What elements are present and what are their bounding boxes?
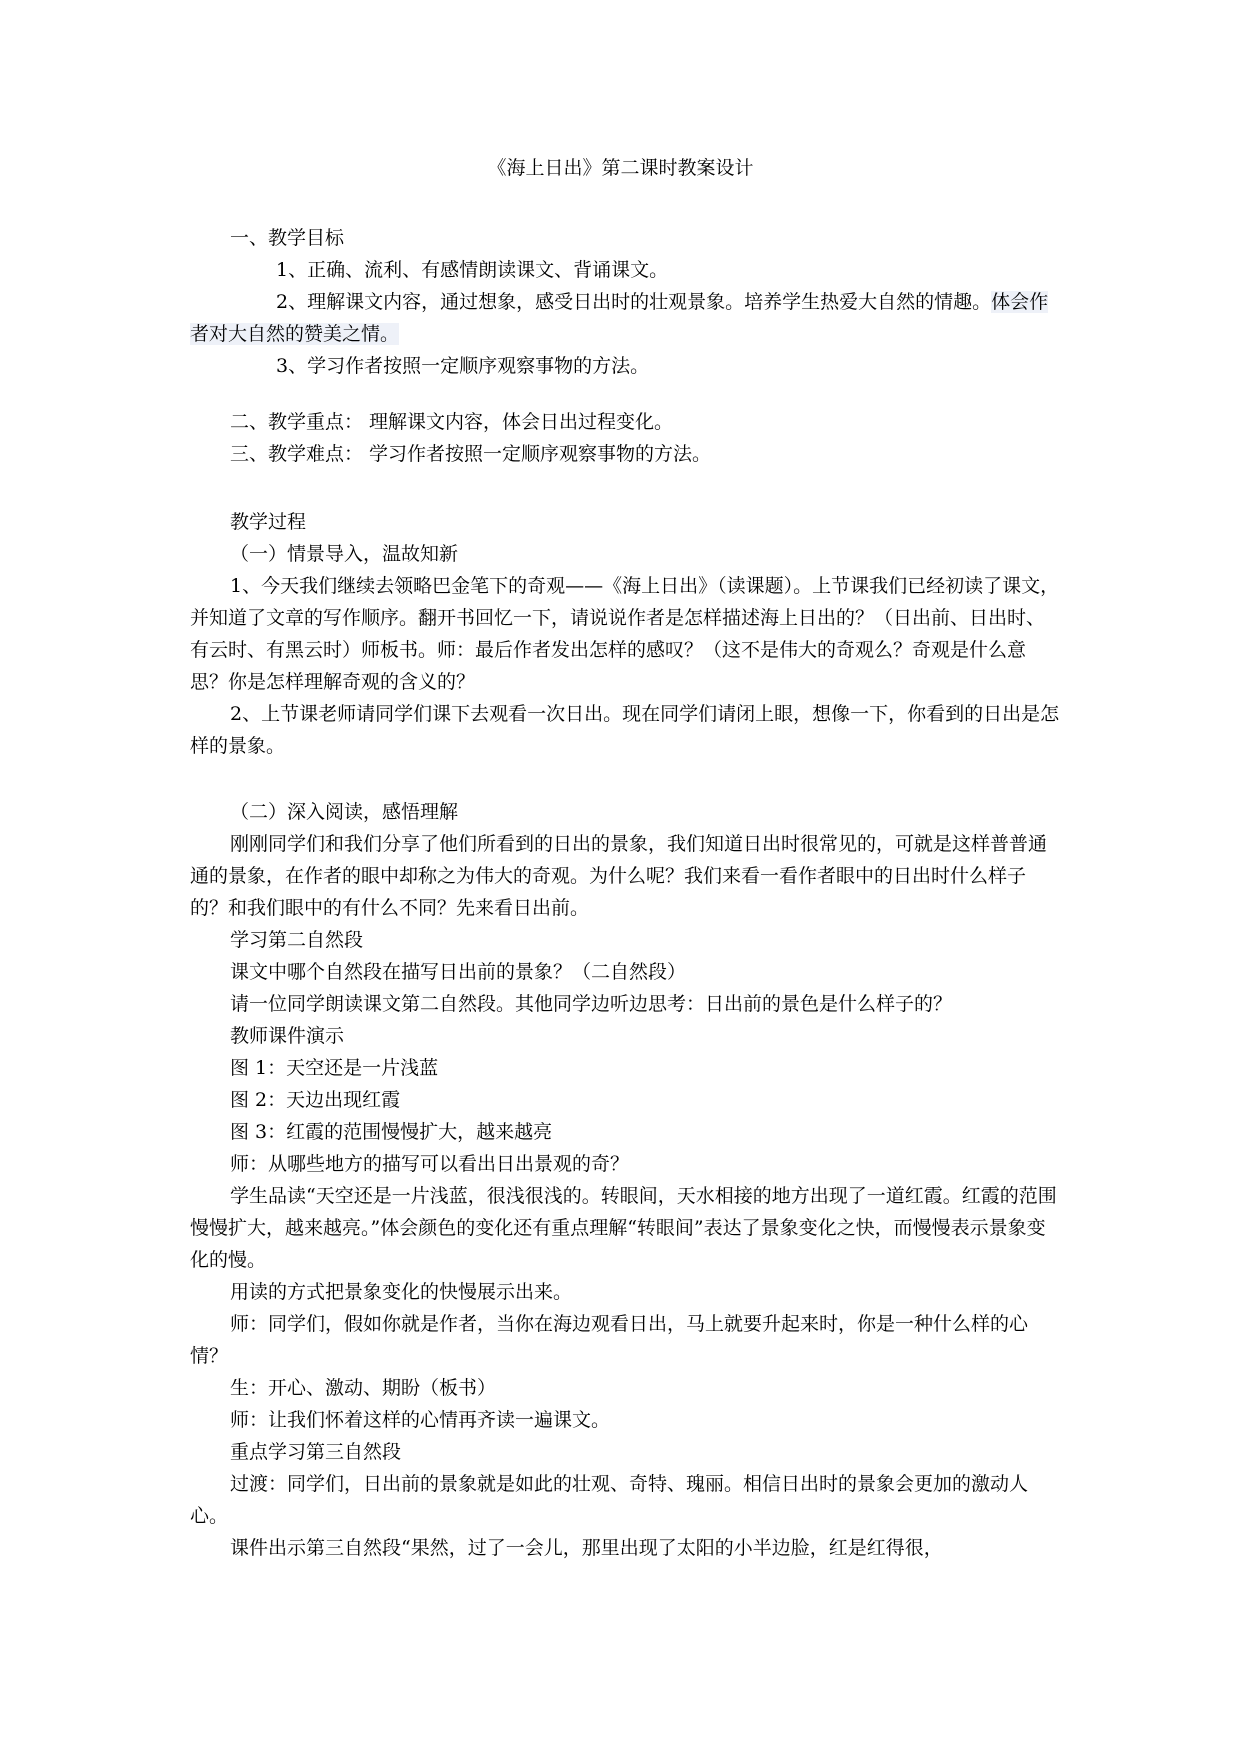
goal-3: 3、学习作者按照一定顺序观察事物的方法。	[276, 355, 650, 377]
paragraph: 过渡：同学们，日出前的景象就是如此的壮观、奇特、瑰丽。相信日出时的景象会更加的激动人心。	[190, 1473, 1029, 1527]
paragraph: 用读的方式把景象变化的快慢展示出来。	[230, 1281, 573, 1303]
paragraph: 师：让我们怀着这样的心情再齐读一遍课文。	[230, 1409, 611, 1431]
paragraph: 师：从哪些地方的描写可以看出日出景观的奇？	[230, 1153, 630, 1175]
process-part-1	[190, 506, 1060, 762]
goals-heading: 一、教学目标	[230, 227, 345, 249]
paragraph: 图 2：天边出现红霞	[230, 1089, 401, 1111]
paragraph: 图 3：红霞的范围慢慢扩大，越来越亮	[230, 1121, 553, 1143]
paragraph: 2、上节课老师请同学们课下去观看一次日出。现在同学们请闭上眼，想像一下，你看到的日出是怎样的景象。	[190, 703, 1060, 757]
paragraph: 生：开心、激动、期盼（板书）	[230, 1377, 497, 1399]
paragraph: 课文中哪个自然段在描写日出前的景象？（二自然段）	[230, 961, 687, 983]
paragraph: 图 1：天空还是一片浅蓝	[230, 1057, 439, 1079]
process-heading: 教学过程	[230, 511, 307, 533]
paragraph: 学生品读“天空还是一片浅蓝，很浅很浅的。转眼间，天水相接的地方出现了一道红霞。红霞的范围慢慢扩大，越来越亮。”体会颜色的变化还有重点理解“转眼间”表达了景象变化之快，而慢慢表示景象变化的慢。	[190, 1185, 1057, 1271]
process-part-2	[190, 796, 1060, 1564]
paragraph: 刚刚同学们和我们分享了他们所看到的日出的景象，我们知道日出时很常见的，可就是这样普普通通的景象，在作者的眼中却称之为伟大的奇观。为什么呢？我们来看一看作者眼中的日出时什么样子的？和我们眼中的有什么不同？先来看日出前。	[190, 833, 1048, 919]
part2-heading: （二）深入阅读，感悟理解	[230, 801, 459, 823]
part1-heading: （一）情景导入，温故知新	[230, 543, 459, 565]
goal-1: 1、正确、流利、有感情朗读课文、背诵课文。	[276, 259, 669, 281]
paragraph: 1、今天我们继续去领略巴金笔下的奇观——《海上日出》（读课题）。上节课我们已经初读了课文，并知道了文章的写作顺序。翻开书回忆一下，请说说作者是怎样描述海上日出的？（日出前、日出时、有云时、有黑云时）师板书。师：最后作者发出怎样的感叹？（这不是伟大的奇观么？奇观是什么意思？你是怎样理解奇观的含义的？	[190, 575, 1060, 693]
paragraph: 请一位同学朗读课文第二自然段。其他同学边听边思考：日出前的景色是什么样子的？	[230, 993, 953, 1015]
key-points	[190, 406, 1060, 470]
difficult-point: 三、教学难点： 学习作者按照一定顺序观察事物的方法。	[230, 443, 712, 465]
key-point: 二、教学重点： 理解课文内容，体会日出过程变化。	[230, 411, 674, 433]
goal-2-text: 2、理解课文内容，通过想象，感受日出时的壮观景象。培养学生热爱大自然的情趣。	[276, 291, 992, 313]
goal-2	[190, 286, 1060, 350]
paragraph: 重点学习第三自然段	[230, 1441, 402, 1463]
paragraph: 学习第二自然段	[230, 929, 364, 951]
paragraph: 教师课件演示	[230, 1025, 345, 1047]
document-title: 《海上日出》第二课时教案设计	[487, 157, 754, 179]
selected-text: 体会作者对大自然的赞美之情。	[190, 291, 1049, 345]
paragraph: 课件出示第三自然段“果然，过了一会儿，那里出现了太阳的小半边脸，红是红得很，	[230, 1537, 943, 1559]
teaching-goals	[190, 222, 1060, 382]
paragraph: 师：同学们，假如你就是作者，当你在海边观看日出，马上就要升起来时，你是一种什么样的心情？	[190, 1313, 1029, 1367]
